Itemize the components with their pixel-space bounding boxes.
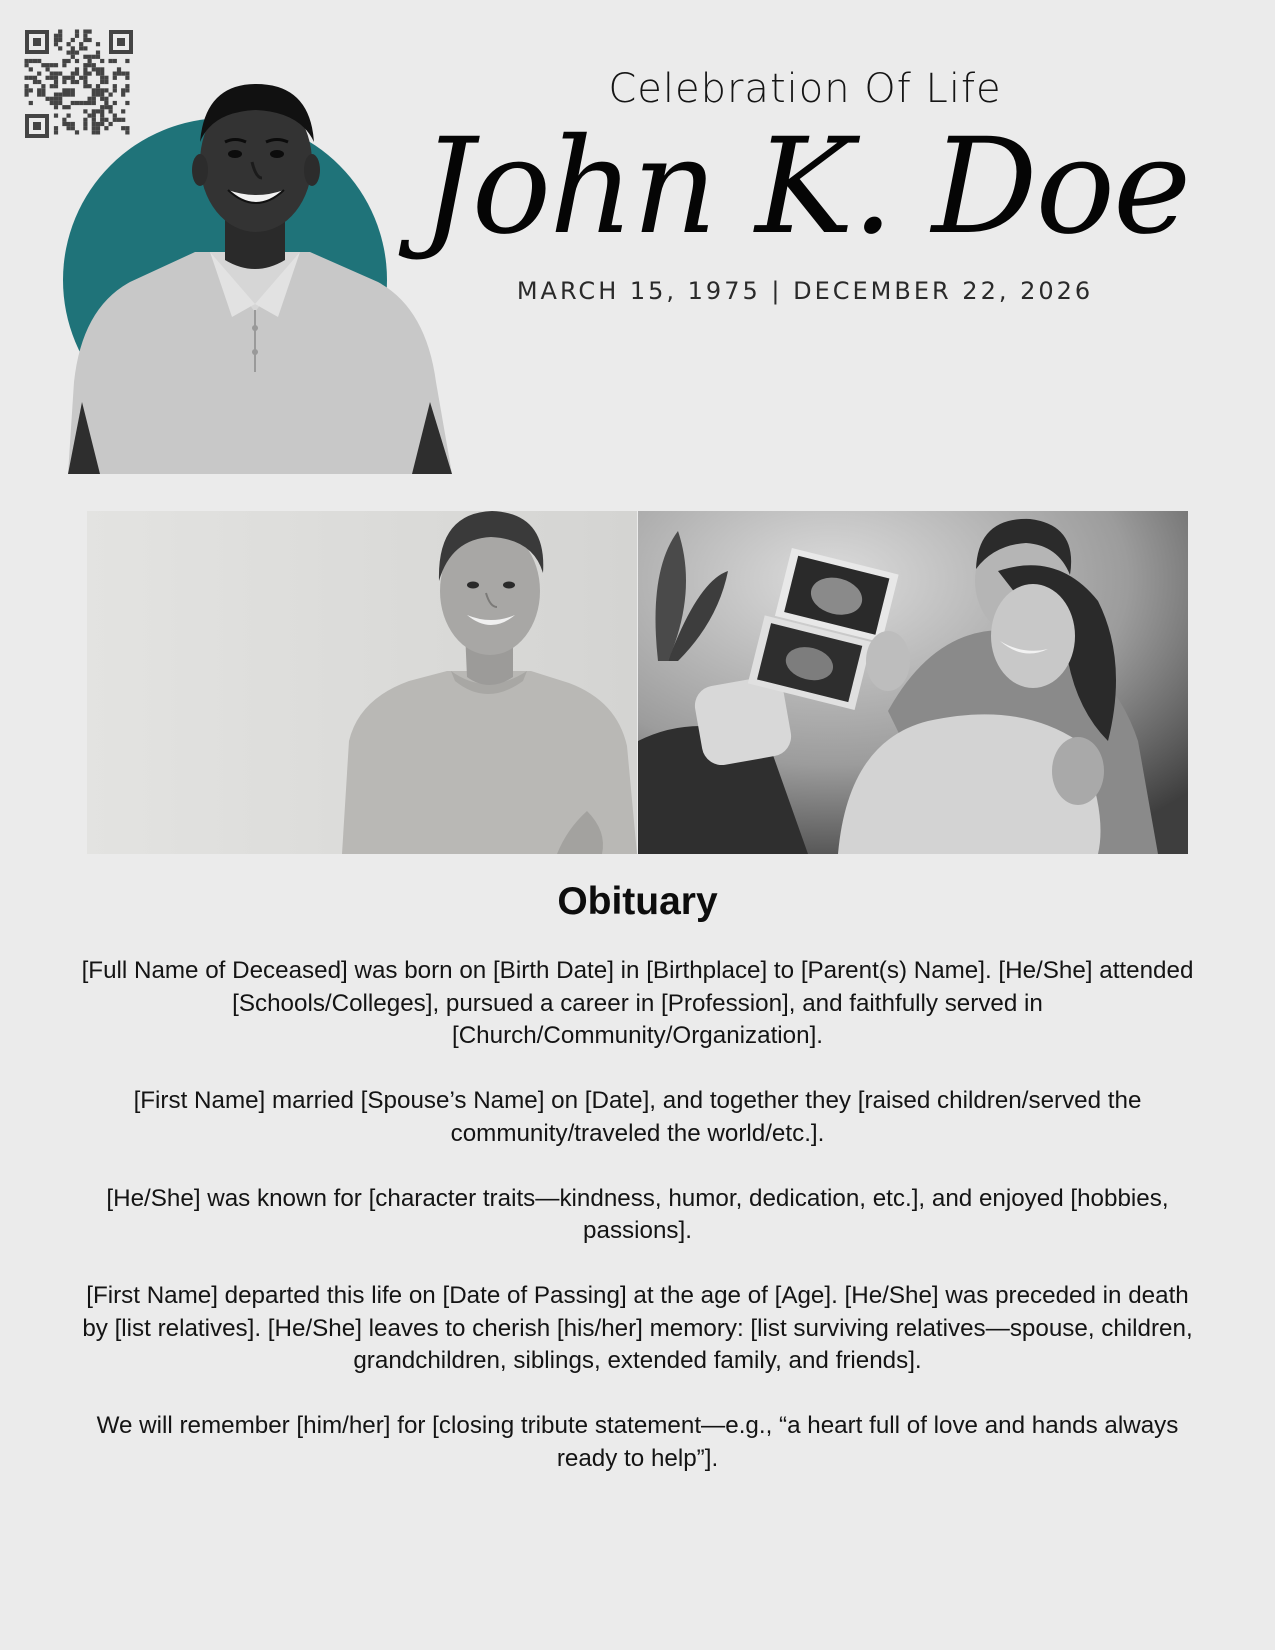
header: [420, 60, 1190, 305]
obituary-paragraph: [He/She] was known for [character traits—kindness, humor, dedication, etc.], and enjoyed [hobbies, passions].: [106, 1184, 1169, 1244]
photo-young-man: [87, 511, 637, 854]
obituary-paragraph: [First Name] departed this life on [Date of Passing] at the age of [Age]. [He/She] was preceded in death by [list relatives]. [He/She] leaves to cherish [his/her] memory: [list surviving relatives—spouse, children, grandchildren, siblings, extended family, and friends].: [82, 1282, 1193, 1374]
obituary-body: [80, 955, 1195, 1508]
obituary-paragraph: We will remember [him/her] for [closing tribute statement—e.g., “a heart full of love and hands always ready to help”].: [96, 1412, 1179, 1472]
obituary-paragraph: [First Name] married [Spouse’s Name] on [Date], and together they [raised children/served the community/traveled the world/etc.].: [133, 1087, 1142, 1147]
obituary-paragraph: [Full Name of Deceased] was born on [Birth Date] in [Birthplace] to [Parent(s) Name]. [He/She] attended [Schools/Colleges], pursued a career in [Profession], and faithfully served in [Church/Community/Organization].: [81, 957, 1194, 1049]
obituary-title: Obituary: [557, 880, 718, 923]
life-dates: MARCH 15, 1975 | DECEMBER 22, 2026: [516, 276, 1094, 305]
subtitle: Celebration Of Life: [608, 66, 1002, 112]
portrait-photo: [60, 82, 470, 474]
photo-gallery: [87, 511, 1188, 854]
photo-couple-ultrasound: [638, 511, 1188, 854]
deceased-name: John K. Doe: [420, 110, 1190, 264]
